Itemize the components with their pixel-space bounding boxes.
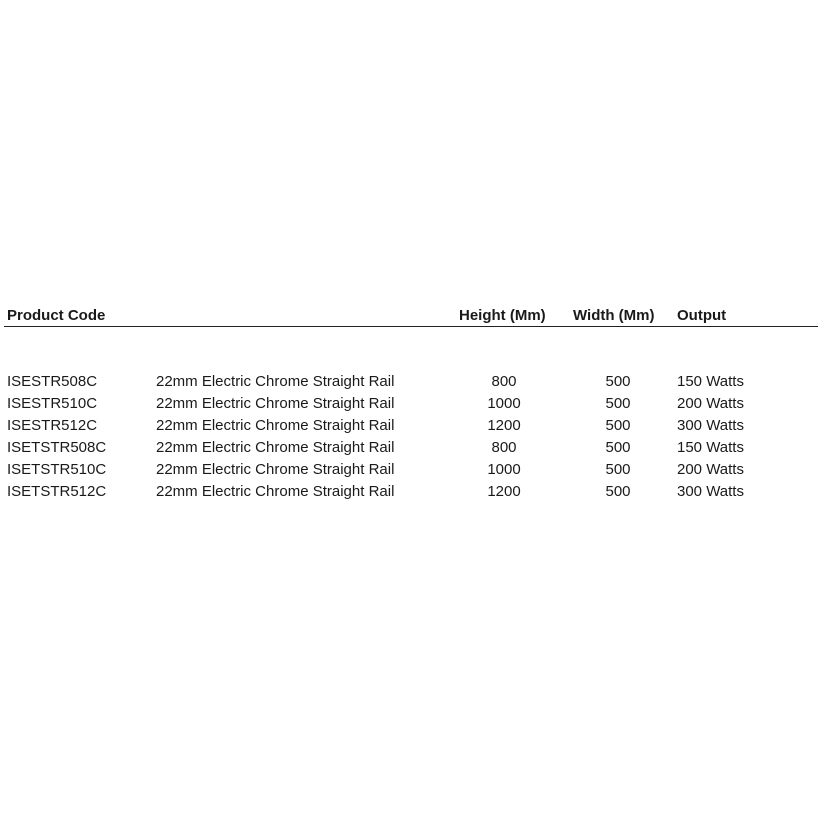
product-code: ISESTR510C [7, 395, 98, 412]
product-description: 22mm Electric Chrome Straight Rail [156, 417, 395, 434]
product-width: 500 [605, 483, 631, 500]
product-width: 500 [605, 461, 631, 478]
product-description: 22mm Electric Chrome Straight Rail [156, 483, 395, 500]
product-output: 150 Watts [677, 439, 744, 456]
product-description: 22mm Electric Chrome Straight Rail [156, 395, 395, 412]
product-width: 500 [605, 395, 631, 412]
header-height: Height (Mm) [459, 307, 546, 324]
table-row [0, 372, 829, 394]
table-row [0, 460, 829, 482]
product-height: 1200 [487, 417, 521, 434]
product-output: 300 Watts [677, 417, 744, 434]
product-width: 500 [605, 373, 631, 390]
header-width: Width (Mm) [573, 307, 655, 324]
table-row [0, 394, 829, 416]
product-code: ISESTR508C [7, 373, 98, 390]
table-row [0, 416, 829, 438]
product-height: 800 [491, 439, 517, 456]
product-width: 500 [605, 417, 631, 434]
product-code: ISETSTR510C [7, 461, 107, 478]
header-divider [4, 326, 818, 327]
header-output: Output [677, 307, 727, 324]
table-row [0, 482, 829, 504]
product-code: ISETSTR512C [7, 483, 107, 500]
product-width: 500 [605, 439, 631, 456]
product-height: 1000 [487, 461, 521, 478]
product-description: 22mm Electric Chrome Straight Rail [156, 439, 395, 456]
table-row [0, 438, 829, 460]
product-height: 1200 [487, 483, 521, 500]
product-code: ISESTR512C [7, 417, 98, 434]
product-output: 200 Watts [677, 395, 744, 412]
product-description: 22mm Electric Chrome Straight Rail [156, 461, 395, 478]
product-output: 300 Watts [677, 483, 744, 500]
product-height: 1000 [487, 395, 521, 412]
header-product-code: Product Code [7, 307, 106, 324]
table-header [0, 306, 829, 326]
product-description: 22mm Electric Chrome Straight Rail [156, 373, 395, 390]
product-height: 800 [491, 373, 517, 390]
product-output: 150 Watts [677, 373, 744, 390]
product-code: ISETSTR508C [7, 439, 107, 456]
product-output: 200 Watts [677, 461, 744, 478]
